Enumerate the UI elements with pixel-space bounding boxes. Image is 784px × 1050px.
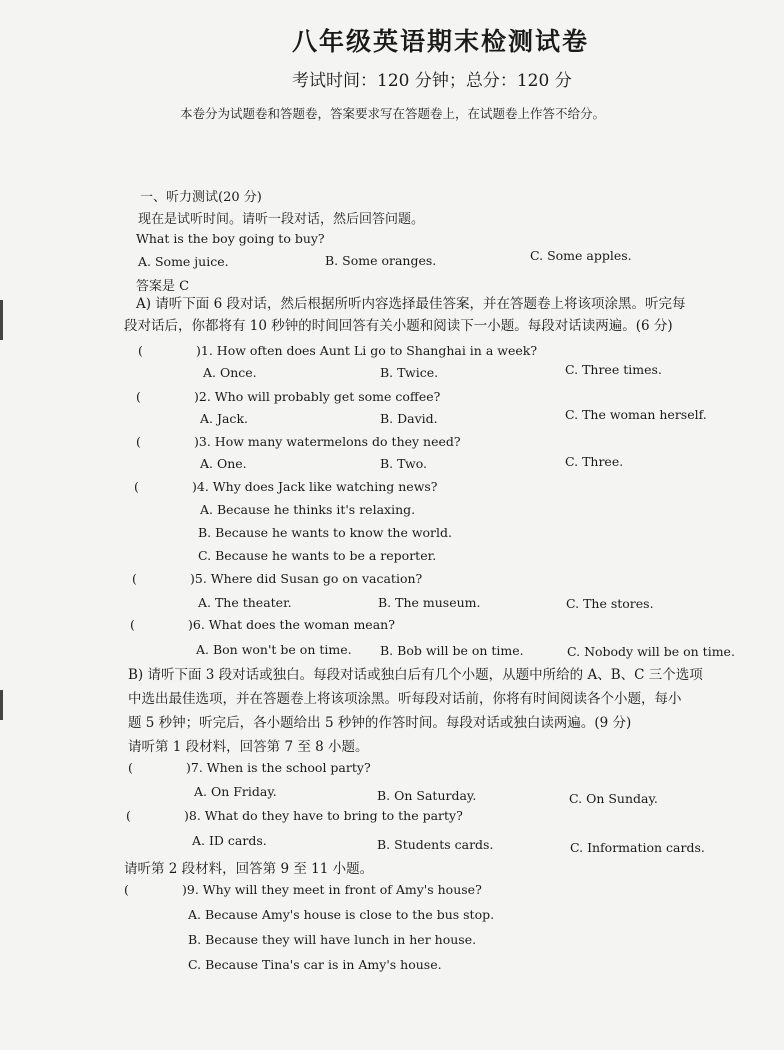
- question-text: 3. How many watermelons do they need?: [198, 434, 461, 449]
- question-text: 8. What do they have to bring to the party?: [188, 808, 463, 823]
- exam-note: 本卷分为试题卷和答题卷，答案要求写在答题卷上，在试题卷上作答不给分。: [180, 106, 606, 121]
- material-heading: 请听第 2 段材料，回答第 9 至 11 小题。: [124, 861, 374, 877]
- scan-edge-mark: [0, 690, 3, 720]
- question-text: 4. Why does Jack like watching news?: [196, 479, 438, 494]
- option: A. The theater.: [198, 595, 292, 610]
- example-question: What is the boy going to buy?: [136, 231, 325, 246]
- option: B. The museum.: [378, 595, 481, 610]
- section-intro: 现在是试听时间。请听一段对话，然后回答问题。: [138, 212, 425, 227]
- question-text: 1. How often does Aunt Li go to Shanghai in a week?: [200, 343, 538, 358]
- option: C. The stores.: [566, 596, 654, 611]
- option: C. Nobody will be on time.: [567, 644, 735, 659]
- option: C. Three.: [565, 454, 624, 469]
- question-row: ( )8. What do they have to bring to the party?: [126, 808, 463, 823]
- example-option: B. Some oranges.: [325, 253, 437, 268]
- scan-edge-mark: [0, 300, 3, 340]
- option: C. Because Tina's car is in Amy's house.: [188, 957, 442, 972]
- question-row: ( )7. When is the school party?: [128, 760, 371, 775]
- option: C. The woman herself.: [565, 407, 707, 422]
- question-row: ( )3. How many watermelons do they need?: [136, 434, 461, 449]
- part-b-instruction: 中选出最佳选项，并在答题卷上将该项涂黑。听每段对话前，你将有时间阅读各个小题，每小: [128, 691, 682, 707]
- example-option: A. Some juice.: [138, 254, 229, 269]
- example-answer: 答案是 C: [136, 279, 190, 294]
- question-row: ( )2. Who will probably get some coffee?: [136, 389, 441, 404]
- part-a-instruction: 段对话后，你都将有 10 秒钟的时间回答有关小题和阅读下一小题。每段对话读两遍。(6 分): [124, 318, 673, 334]
- material-heading: 请听第 1 段材料，回答第 7 至 8 小题。: [128, 739, 369, 755]
- part-b-instruction: 题 5 秒钟；听完后，各小题给出 5 秒钟的作答时间。每段对话或独白读两遍。(9 分): [128, 715, 632, 731]
- option: A. One.: [200, 456, 247, 471]
- option: C. Three times.: [565, 362, 662, 377]
- option: B. Because he wants to know the world.: [198, 525, 453, 540]
- option: A. Bon won't be on time.: [196, 642, 352, 657]
- option: B. Twice.: [380, 365, 439, 380]
- option: C. Because he wants to be a reporter.: [198, 548, 437, 563]
- option: A. ID cards.: [192, 833, 267, 848]
- option: A. On Friday.: [194, 784, 277, 799]
- example-option: C. Some apples.: [530, 248, 632, 263]
- option: A. Jack.: [200, 411, 248, 426]
- option: B. Students cards.: [377, 837, 494, 852]
- option: A. Because Amy's house is close to the bus stop.: [188, 907, 495, 922]
- question-row: ( )1. How often does Aunt Li go to Shanghai in a week?: [138, 343, 538, 358]
- part-a-instruction: A) 请听下面 6 段对话，然后根据所听内容选择最佳答案，并在答题卷上将该项涂黑。听完每: [136, 296, 686, 312]
- option: A. Once.: [203, 365, 257, 380]
- option: C. On Sunday.: [569, 791, 658, 806]
- question-text: 9. Why will they meet in front of Amy's house?: [186, 882, 482, 897]
- question-row: ( )4. Why does Jack like watching news?: [134, 479, 438, 494]
- option: C. Information cards.: [570, 840, 705, 855]
- question-text: 5. Where did Susan go on vacation?: [194, 571, 423, 586]
- option: B. David.: [380, 411, 438, 426]
- question-text: 6. What does the woman mean?: [192, 617, 395, 632]
- part-b-instruction: B) 请听下面 3 段对话或独白。每段对话或独白后有几个小题，从题中所给的 A、B、C 三个选项: [128, 667, 703, 683]
- question-text: 2. Who will probably get some coffee?: [198, 389, 441, 404]
- exam-subtitle: 考试时间：120 分钟；总分：120 分: [292, 71, 572, 91]
- question-text: 7. When is the school party?: [190, 760, 371, 775]
- question-row: ( )6. What does the woman mean?: [130, 617, 395, 632]
- exam-title: 八年级英语期末检测试卷: [292, 27, 590, 56]
- option: B. Two.: [380, 456, 428, 471]
- question-row: ( )9. Why will they meet in front of Amy's house?: [124, 882, 482, 897]
- section-heading: 一、听力测试(20 分): [140, 190, 262, 205]
- option: B. Because they will have lunch in her house.: [188, 932, 477, 947]
- question-row: ( )5. Where did Susan go on vacation?: [132, 571, 423, 586]
- option: B. On Saturday.: [377, 788, 477, 803]
- option: A. Because he thinks it's relaxing.: [200, 502, 416, 517]
- option: B. Bob will be on time.: [380, 643, 524, 658]
